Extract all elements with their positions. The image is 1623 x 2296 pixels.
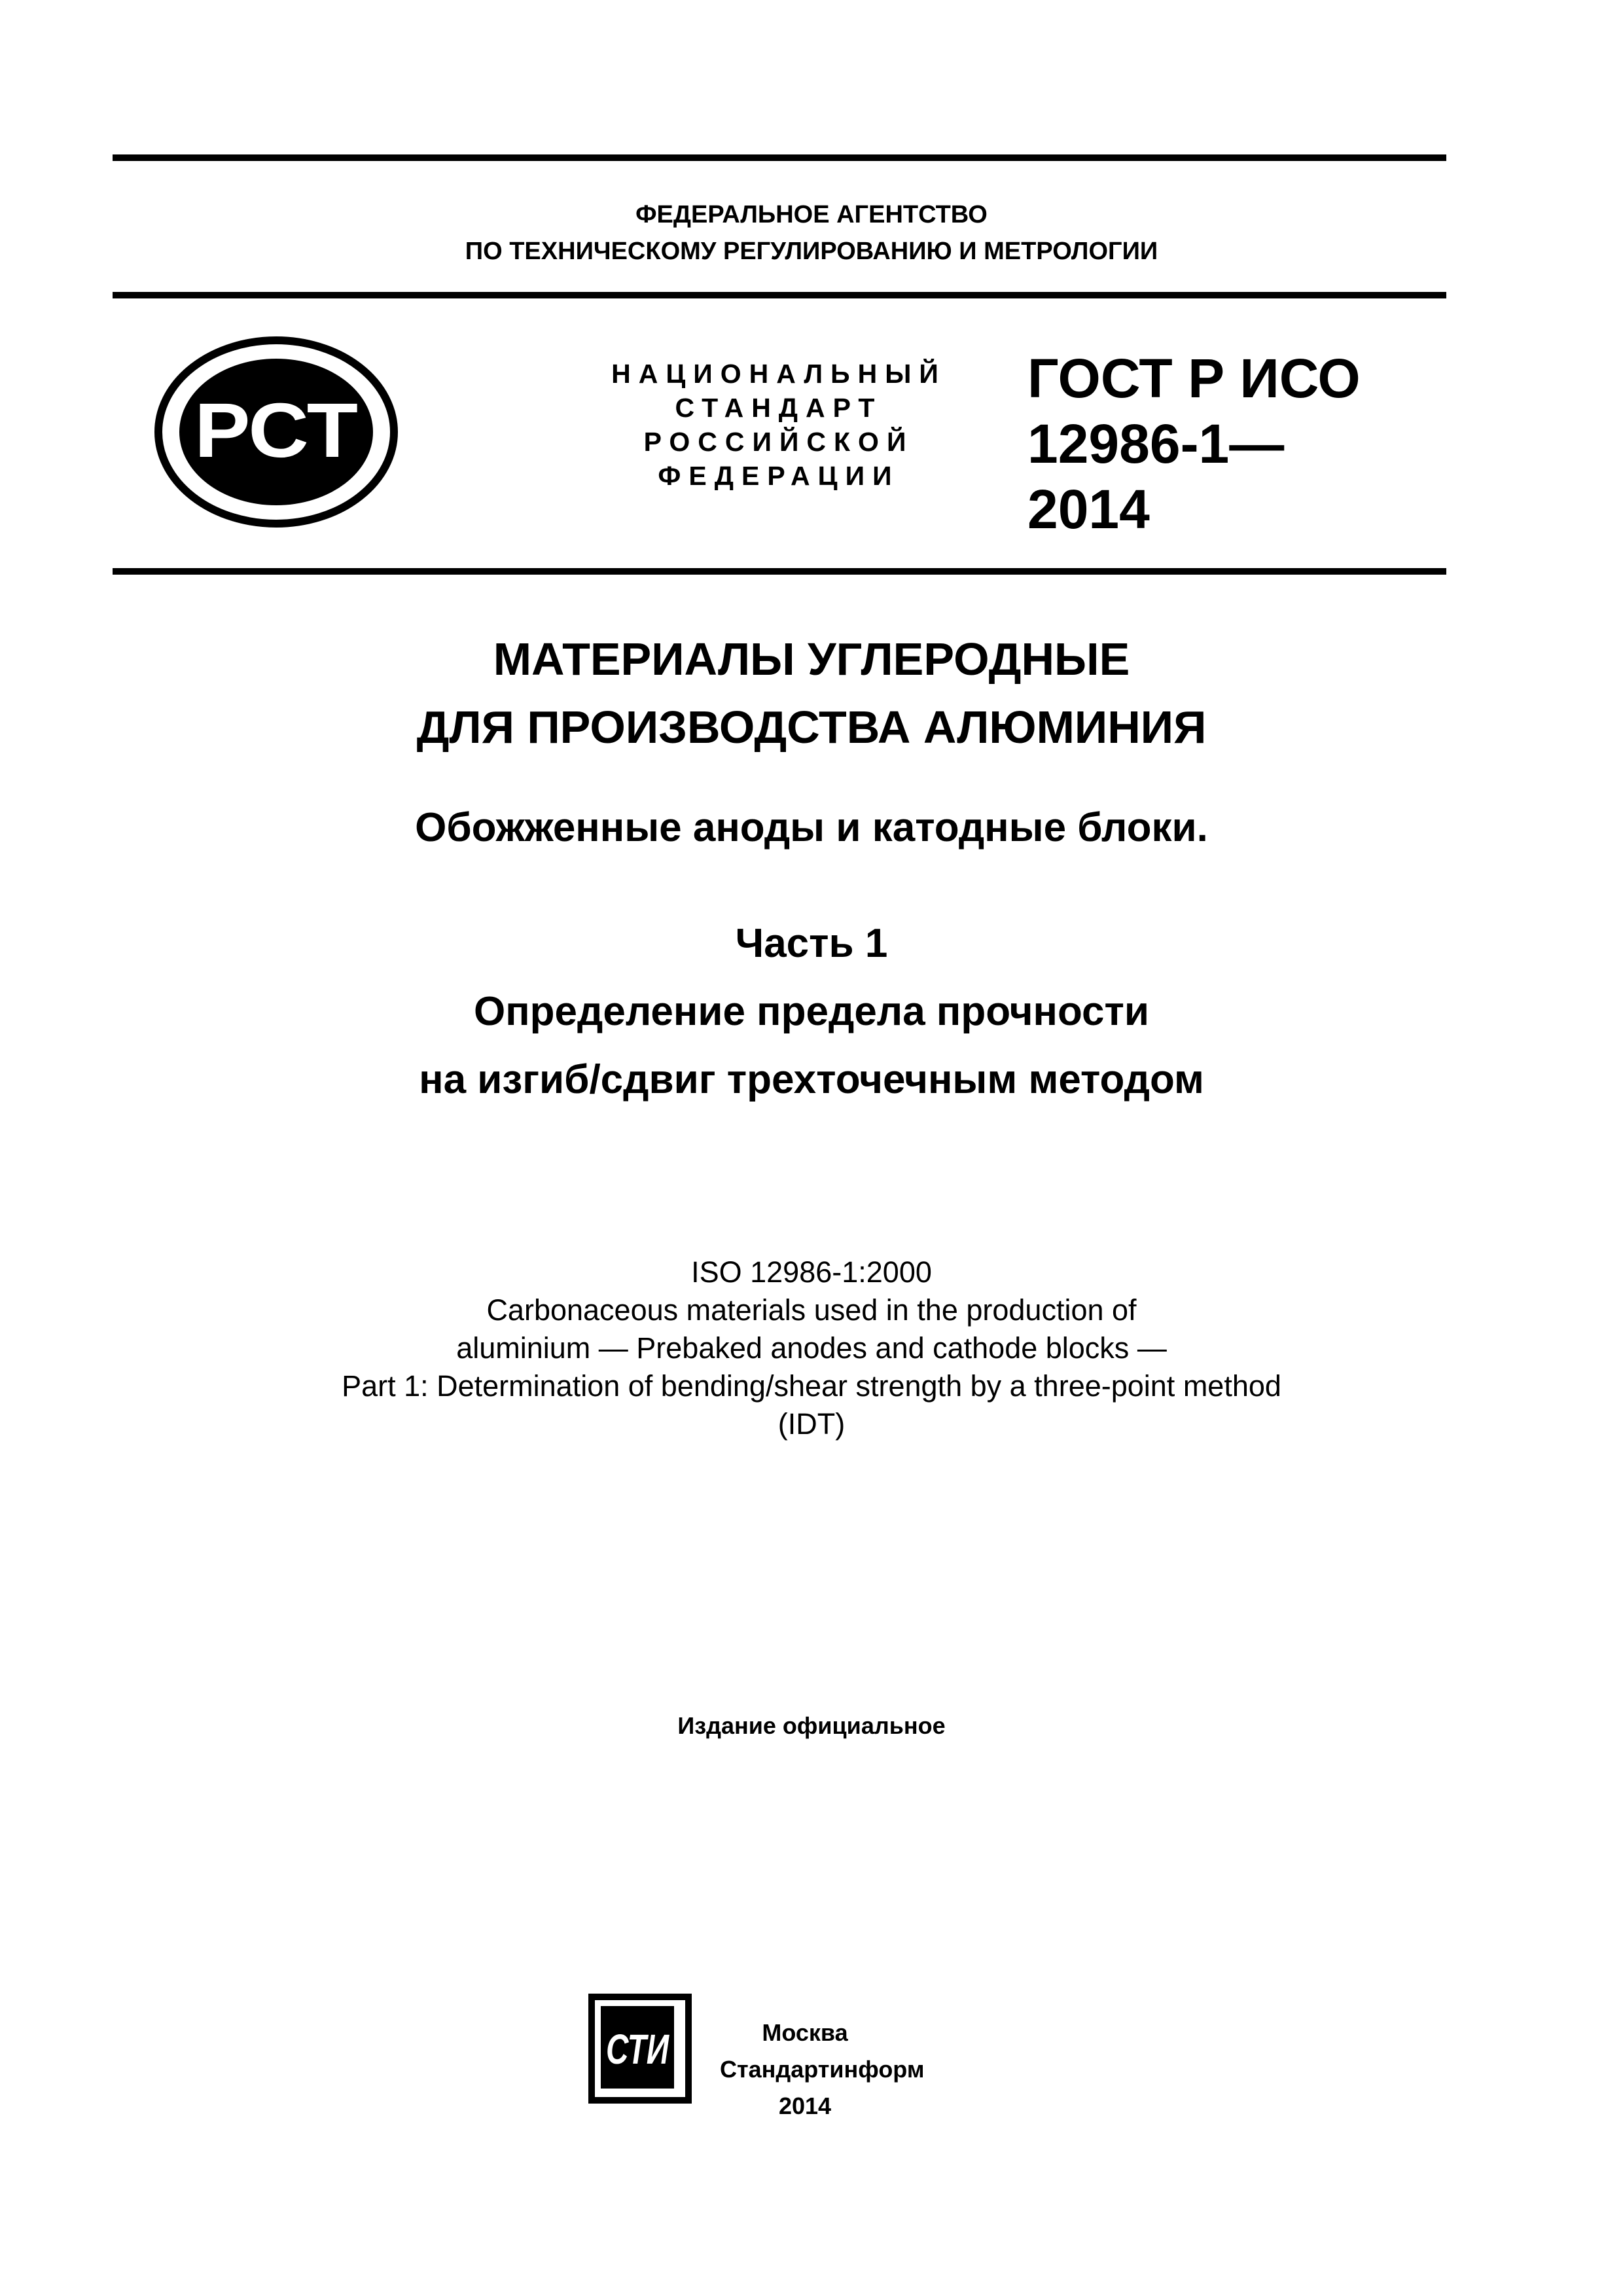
iso-line-2: Carbonaceous materials used in the production of bbox=[486, 1293, 1137, 1327]
standard-number-line-3: 2014 bbox=[1027, 478, 1150, 540]
publisher-city: Москва bbox=[762, 2019, 848, 2046]
edition-label: Издание официальное bbox=[677, 1712, 946, 1739]
title-line-1: МАТЕРИАЛЫ УГЛЕРОДНЫЕ bbox=[493, 634, 1130, 685]
document-subtitle: Обожженные аноды и катодные блоки. bbox=[415, 805, 1208, 850]
national-standard-label bbox=[563, 357, 995, 493]
iso-line-3: aluminium — Prebaked anodes and cathode blocks — bbox=[456, 1331, 1167, 1365]
national-line-4: ФЕДЕРАЦИИ bbox=[658, 461, 900, 491]
iso-line-5: (IDT) bbox=[777, 1407, 846, 1441]
iso-line-4: Part 1: Determination of bending/shear strength by a three-point method bbox=[342, 1369, 1281, 1403]
standard-number-line-2: 12986-1— bbox=[1027, 413, 1285, 475]
national-line-1: НАЦИОНАЛЬНЫЙ bbox=[611, 359, 946, 389]
part-line-2: Определение предела прочности bbox=[473, 989, 1150, 1034]
part-title bbox=[0, 910, 1623, 1114]
national-line-2: СТАНДАРТ bbox=[675, 393, 883, 423]
iso-line-1: ISO 12986-1:2000 bbox=[691, 1255, 932, 1289]
agency-line-1: ФЕДЕРАЛЬНОЕ АГЕНТСТВО bbox=[635, 201, 988, 228]
publisher-year: 2014 bbox=[778, 2092, 832, 2119]
document-title bbox=[0, 625, 1623, 761]
national-line-3: РОССИЙСКОЙ bbox=[643, 427, 914, 457]
title-line-2: ДЛЯ ПРОИЗВОДСТВА АЛЮМИНИЯ bbox=[416, 702, 1207, 753]
agency-name bbox=[0, 196, 1623, 270]
standartinform-logo-text: СТИ bbox=[606, 2026, 670, 2073]
part-line-3: на изгиб/сдвиг трехточечным методом bbox=[419, 1057, 1204, 1102]
top-rule bbox=[113, 154, 1446, 161]
gost-r-logo-icon bbox=[152, 334, 401, 530]
publisher-name: Стандартинформ bbox=[720, 2056, 925, 2083]
part-line-1: Часть 1 bbox=[735, 921, 888, 966]
title-divider-rule bbox=[113, 568, 1446, 575]
agency-line-2: ПО ТЕХНИЧЕСКОМУ РЕГУЛИРОВАНИЮ И МЕТРОЛОГИИ bbox=[465, 238, 1158, 265]
gost-r-logo-text: РСТ bbox=[194, 387, 358, 474]
iso-reference bbox=[0, 1253, 1623, 1443]
header-divider-rule bbox=[113, 292, 1446, 298]
standartinform-logo-icon bbox=[588, 1993, 692, 2104]
standard-number bbox=[1027, 346, 1420, 542]
standard-number-line-1: ГОСТ Р ИСО bbox=[1027, 348, 1361, 409]
publisher-info bbox=[720, 2015, 925, 2125]
